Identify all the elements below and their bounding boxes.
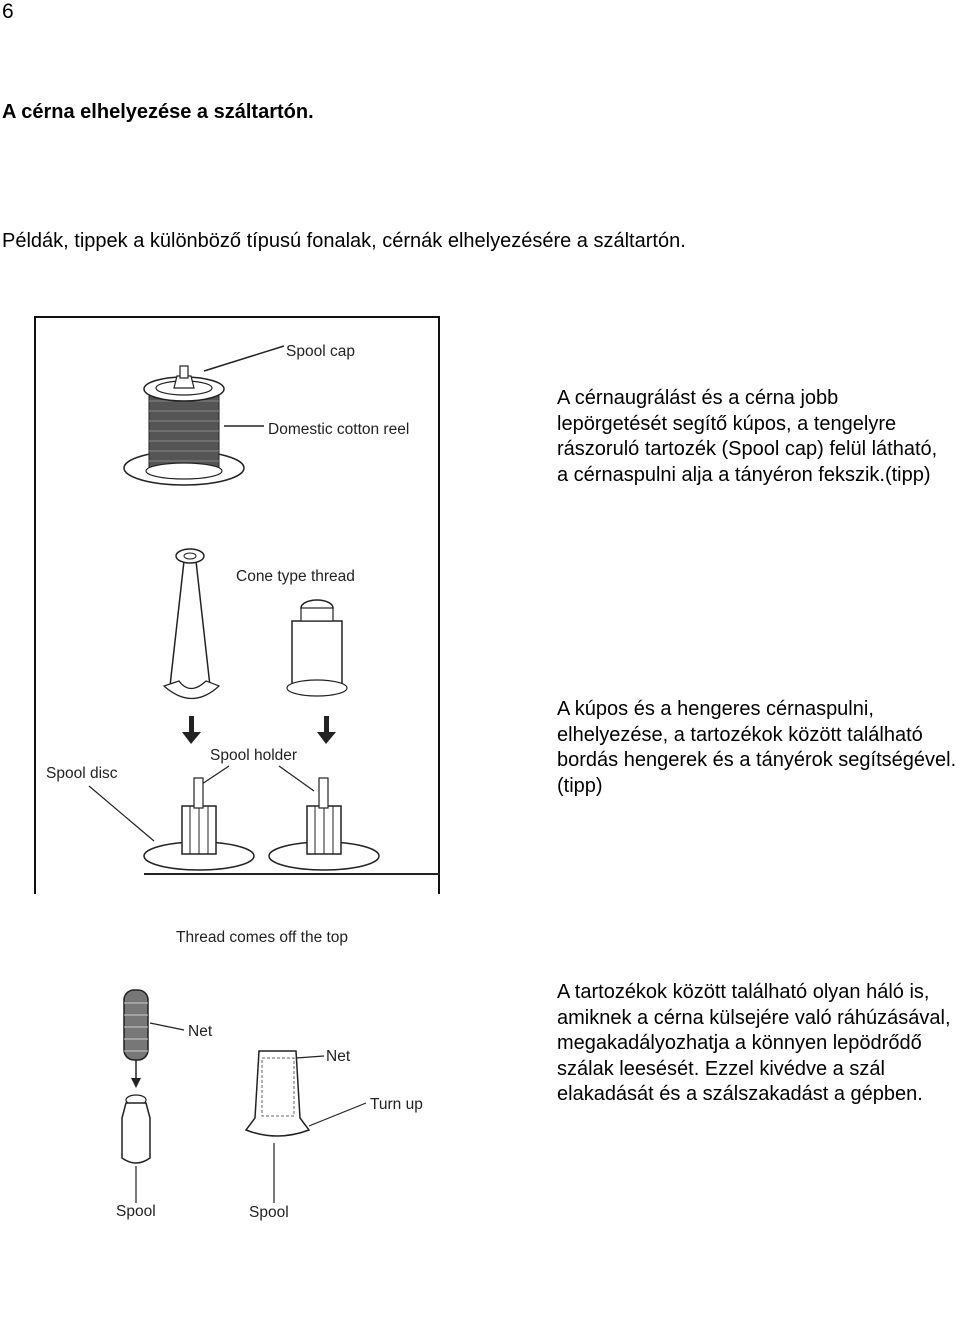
net-tube-illustration xyxy=(124,990,148,1088)
spool-cap-label: Spool cap xyxy=(286,343,355,360)
thread-comes-off-label: Thread comes off the top xyxy=(176,929,349,946)
spool-holder-illustration-left xyxy=(144,778,254,870)
spool-net-turnup-illustration xyxy=(246,1051,309,1203)
net-label-right: Net xyxy=(326,1048,351,1065)
cylinder-spool-illustration xyxy=(287,600,347,696)
spool-disc-label: Spool disc xyxy=(46,765,118,782)
spool-left-illustration xyxy=(122,1095,150,1203)
domestic-reel-illustration xyxy=(124,346,284,485)
spool-label-left: Spool xyxy=(116,1203,156,1220)
cone-thread-illustration xyxy=(164,549,219,699)
page-number: 6 xyxy=(2,0,14,23)
spool-label-right: Spool xyxy=(249,1204,289,1221)
intro-text: Példák, tippek a különböző típusú fonalak, cérnák elhelyezésére a száltartón. xyxy=(2,230,686,252)
net-usage-figure xyxy=(34,918,474,1238)
tip-spool-cap: A cérnaugrálást és a cérna jobb lepörgetését segítő kúpos, a tengelyre rászoruló tartozék (Spool cap) felül látható, a cérnaspulni alja a tányéron fekszik.(tipp) xyxy=(557,387,938,486)
section-heading: A cérna elhelyezése a száltartón. xyxy=(2,101,314,123)
thread-placement-figure xyxy=(34,316,440,894)
tip-spool-holder: A kúpos és a hengeres cérnaspulni, elhelyezése, a tartozékok között található bordás hengerek és a tányérok segítségével.(tipp) xyxy=(557,698,957,797)
domestic-reel-label: Domestic cotton reel xyxy=(268,421,410,438)
cone-type-thread-label: Cone type thread xyxy=(236,568,355,585)
spool-holder-illustration-right xyxy=(269,778,379,870)
spool-holder-label: Spool holder xyxy=(210,747,298,764)
down-arrows xyxy=(182,716,336,744)
net-label-left: Net xyxy=(188,1023,213,1040)
tip-net: A tartozékok között található olyan háló is, amiknek a cérna külsejére való ráhúzásával, megakadályozhatja a könnyen lepödrődő szálak leesését. Ezzel kivédve a szál elakadását és a szálszakadást a gépben. xyxy=(557,981,951,1105)
turn-up-label: Turn up xyxy=(370,1096,423,1113)
